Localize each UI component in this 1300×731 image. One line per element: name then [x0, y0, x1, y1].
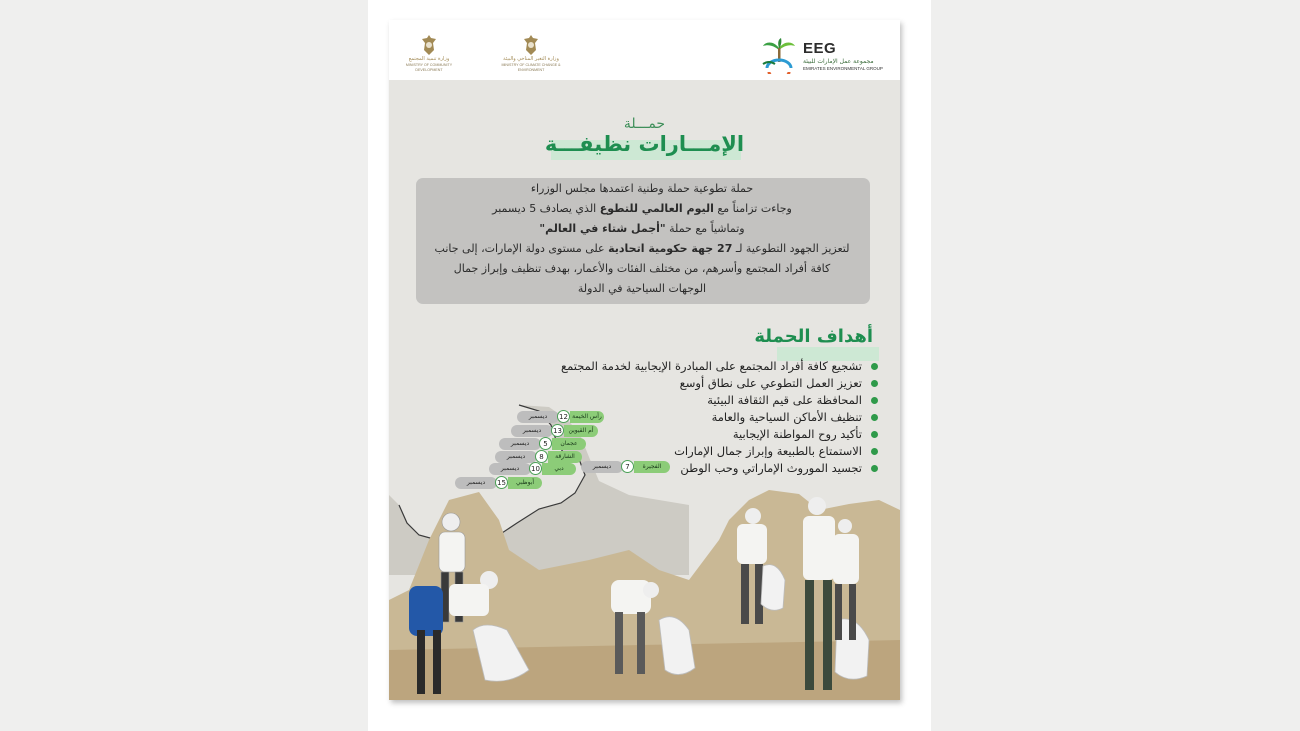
- pill-month: ديسمبر: [517, 411, 559, 423]
- pill-month: ديسمبر: [495, 451, 537, 463]
- campaign-poster: [389, 20, 900, 700]
- pill-day: 8: [535, 450, 548, 463]
- pill-day: 12: [557, 410, 570, 423]
- pill-city: دبي: [542, 463, 576, 475]
- pill-month: ديسمبر: [581, 461, 623, 473]
- pill-month: ديسمبر: [499, 438, 541, 450]
- cleanup-scene-illustration: [389, 480, 900, 700]
- pill-day: 15: [495, 476, 508, 489]
- goal-item: المحافظة على قيم الثقافة البيئية: [707, 393, 878, 407]
- intro-line: وتماشياً مع حملة "أجمل شتاء في العالم": [539, 222, 745, 235]
- ministry-climate-ar: وزارة التغير المناخي والبيئة: [503, 56, 559, 62]
- federal-entities-emphasis: 27 جهة حكومية اتحادية: [608, 242, 733, 255]
- bullet-icon: [871, 397, 878, 404]
- pill-day: 7: [621, 460, 634, 473]
- campaign-label: حمـــلة: [623, 116, 666, 132]
- campaign-title: الإمـــارات نظيفـــة: [544, 132, 745, 156]
- intro-line: وجاءت تزامناً مع اليوم العالمي للتطوع الذي يصادف 5 ديسمبر: [492, 202, 792, 215]
- intro-box: [416, 178, 870, 304]
- eeg-logo: [759, 38, 884, 76]
- intro-line: الوجهات السياحية في الدولة: [577, 282, 707, 295]
- bullet-icon: [871, 448, 878, 455]
- ministry-community-logo: [397, 34, 461, 78]
- bullet-icon: [871, 363, 878, 370]
- goal-item: تعزيز العمل التطوعي على نطاق أوسع: [680, 376, 878, 390]
- bullet-icon: [871, 431, 878, 438]
- ministry-community-ar: وزارة تنمية المجتمع: [408, 56, 450, 62]
- goals-title: أهداف الحملة: [754, 326, 873, 347]
- logo-header: [389, 20, 900, 80]
- bullet-icon: [871, 380, 878, 387]
- volunteers-photo: [389, 480, 900, 700]
- pill-city: الفجيرة: [634, 461, 670, 473]
- pill-month: ديسمبر: [489, 463, 531, 475]
- pill-month: ديسمبر: [455, 477, 497, 489]
- eeg-subtitle-en: EMIRATES ENVIRONMENTAL GROUP: [803, 66, 883, 71]
- bullet-icon: [871, 414, 878, 421]
- goal-item: الاستمتاع بالطبيعة وإبراز جمال الإمارات: [674, 444, 878, 458]
- uae-emblem-icon: [522, 34, 540, 56]
- palm-recycle-icon: [759, 38, 799, 74]
- intro-line: كافة أفراد المجتمع وأسرهم، من مختلف الفئات والأعمار، بهدف تنظيف وإبراز جمال: [453, 262, 831, 275]
- goal-item: تنظيف الأماكن السياحية والعامة: [712, 410, 878, 424]
- winter-campaign-emphasis: "أجمل شتاء في العالم": [539, 222, 666, 235]
- pill-city: رأس الخيمة: [570, 411, 604, 423]
- pill-city: الشارقة: [548, 451, 582, 463]
- bullet-icon: [871, 465, 878, 472]
- ministry-community-en: MINISTRY OF COMMUNITY DEVELOPMENT: [405, 63, 453, 72]
- pill-month: ديسمبر: [511, 425, 553, 437]
- pill-day: 10: [529, 462, 542, 475]
- pill-city: عجمان: [552, 438, 586, 450]
- pill-day: 13: [551, 424, 564, 437]
- goal-item: تجسيد الموروث الإماراتي وحب الوطن: [680, 461, 878, 475]
- pill-city: أم القيوين: [564, 425, 598, 437]
- eeg-subtitle-ar: مجموعة عمل الإمارات للبيئة: [803, 58, 874, 65]
- intro-line: لتعزيز الجهود التطوعية لـ 27 جهة حكومية اتحادية على مستوى دولة الإمارات، إلى جانب: [434, 242, 850, 255]
- volunteer-day-emphasis: اليوم العالمي للتطوع: [599, 202, 714, 215]
- uae-emblem-icon: [420, 34, 438, 56]
- pill-city: أبوظبي: [508, 477, 542, 489]
- intro-line: حملة تطوعية حملة وطنية اعتمدها مجلس الوزراء: [530, 182, 754, 195]
- ministry-climate-en: MINISTRY OF CLIMATE CHANGE & ENVIRONMENT: [501, 63, 561, 72]
- goal-item: تأكيد روح المواطنة الإيجابية: [733, 427, 878, 441]
- eeg-name: EEG: [803, 40, 837, 57]
- ministry-climate-logo: [499, 34, 563, 78]
- goal-item: تشجيع كافة أفراد المجتمع على المبادرة الإيجابية لخدمة المجتمع: [561, 359, 878, 373]
- pill-day: 5: [539, 437, 552, 450]
